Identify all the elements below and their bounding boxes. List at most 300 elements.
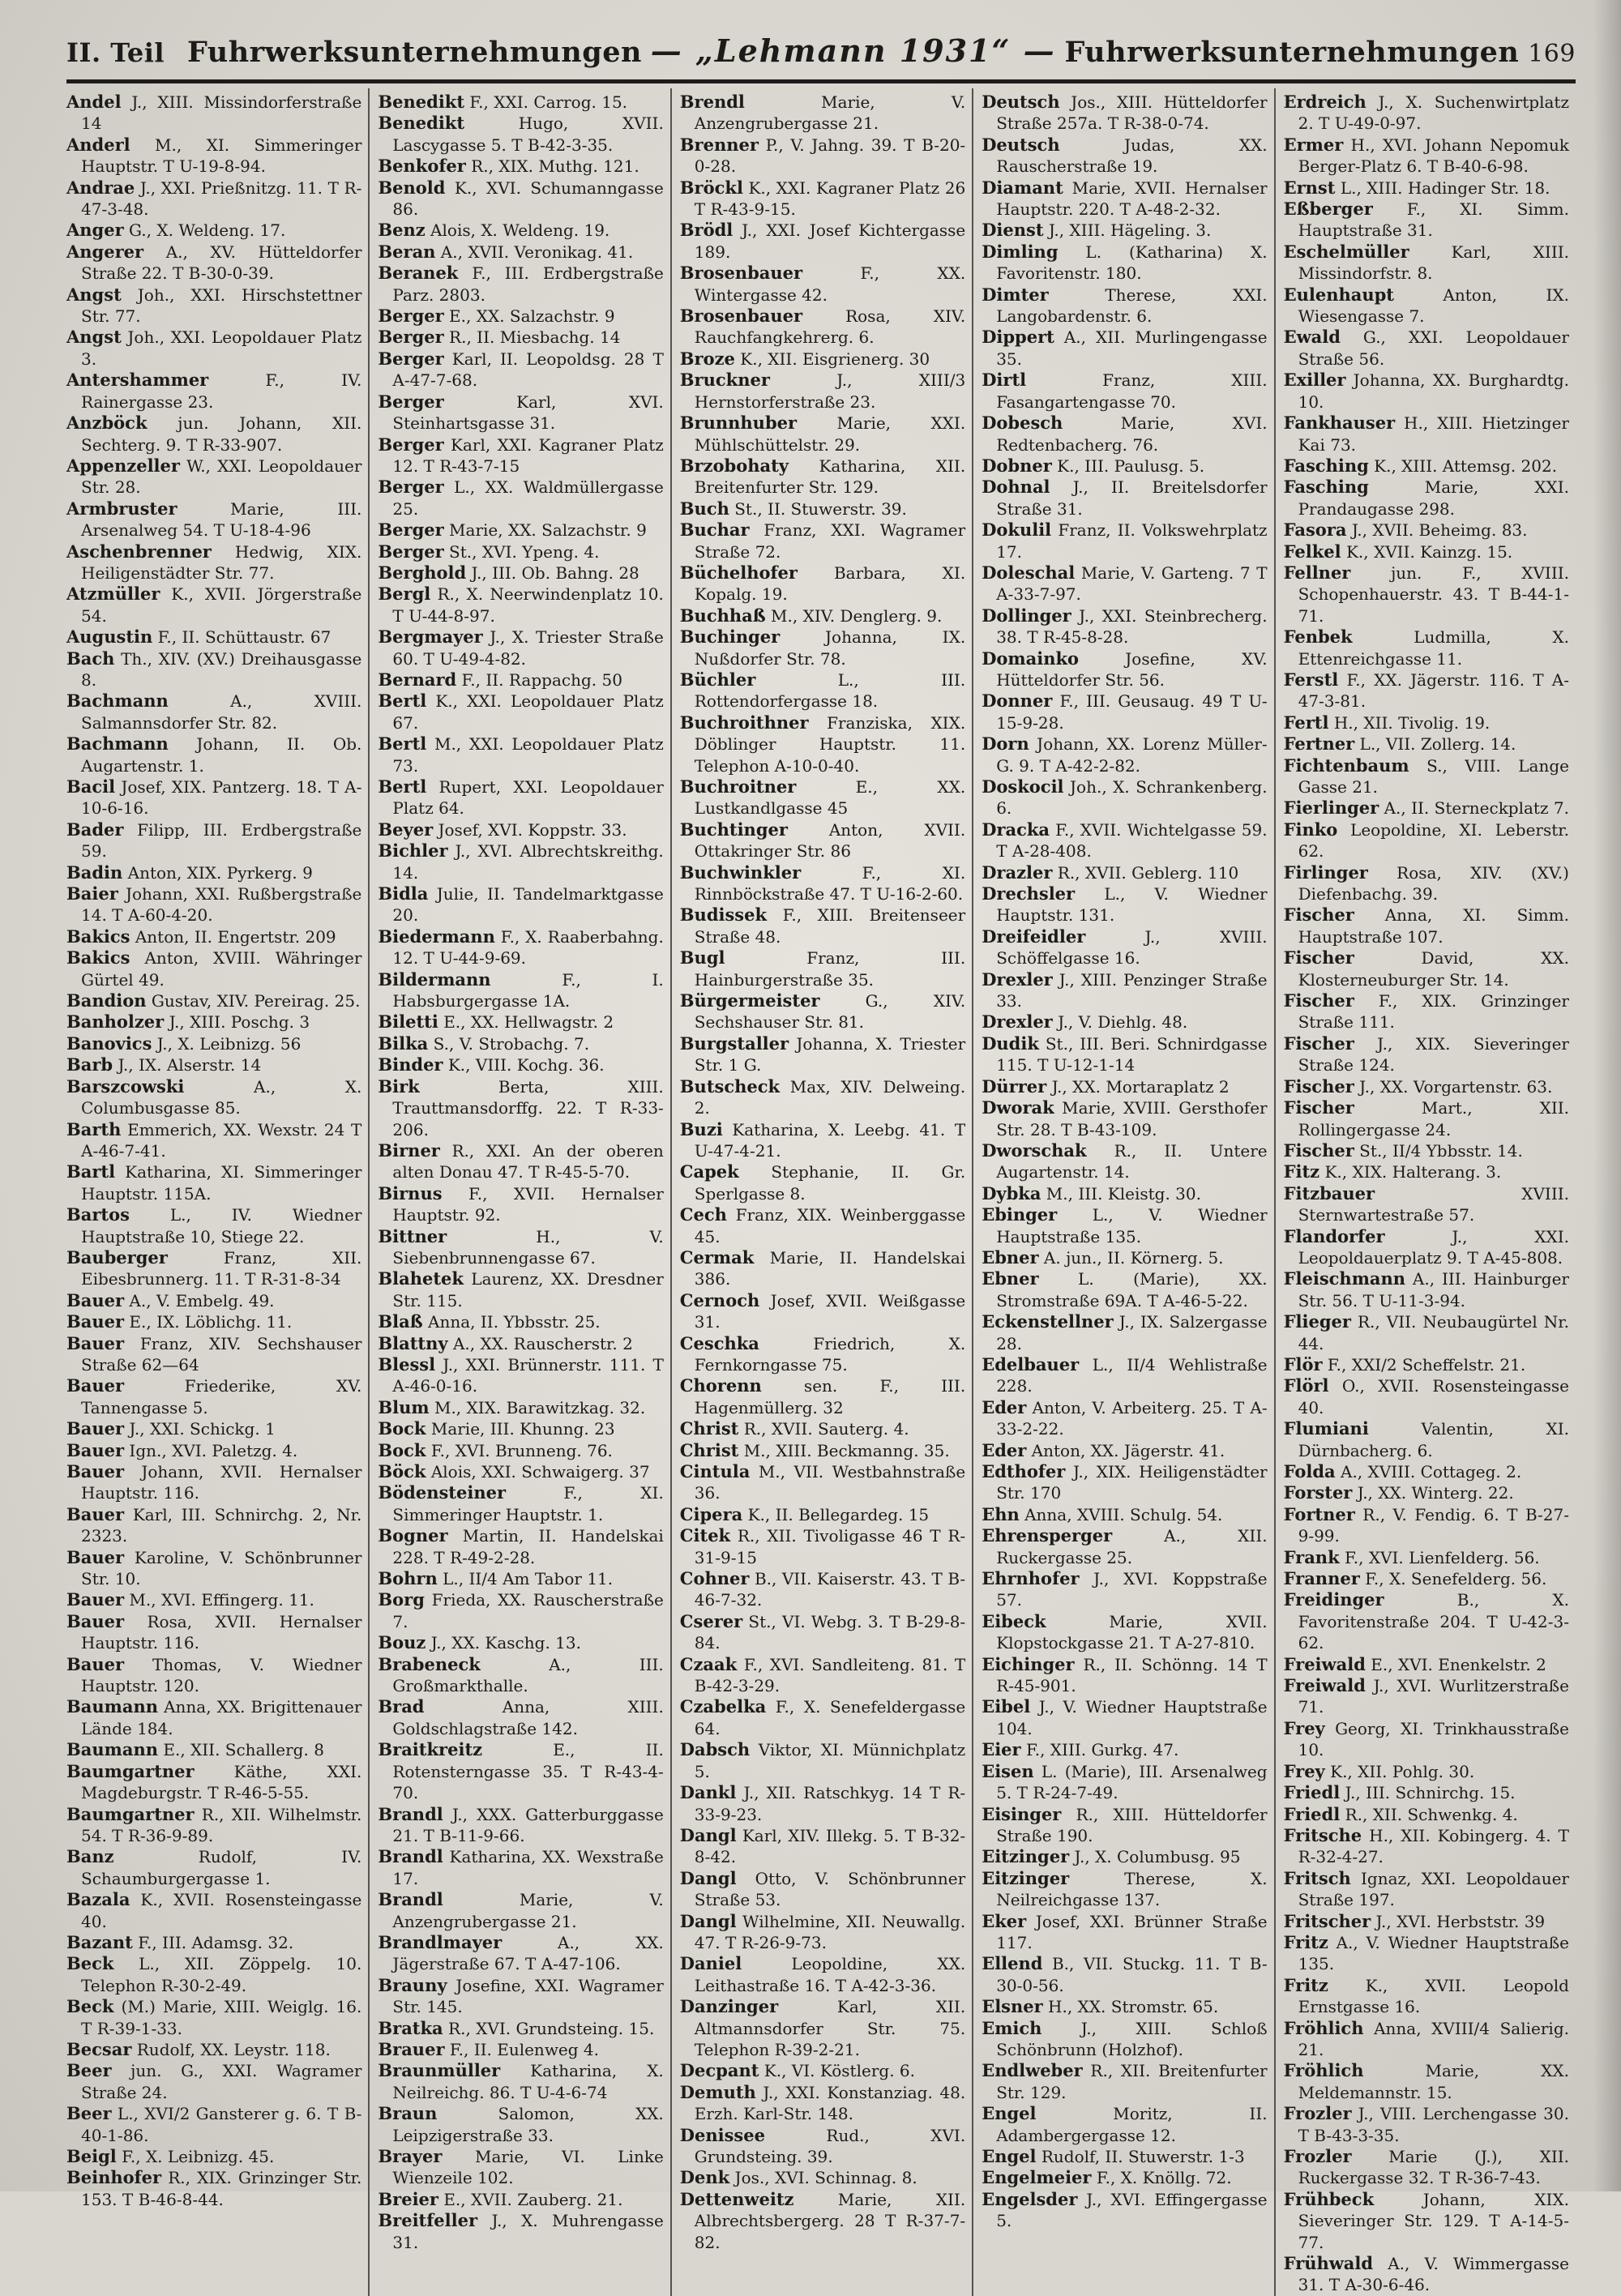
entry-name: Cipera bbox=[679, 1503, 743, 1524]
directory-entry bbox=[66, 1739, 361, 1760]
entry-details: A., V. Embelg. 49. bbox=[124, 1290, 275, 1310]
entry-details: F., XVI. Brunneng. 76. bbox=[426, 1440, 613, 1460]
directory-entry bbox=[378, 1354, 663, 1397]
directory-entry bbox=[680, 1461, 965, 1504]
directory-entry bbox=[66, 1011, 361, 1033]
entry-name: Dracka bbox=[982, 819, 1050, 840]
entry-name: Bartos bbox=[66, 1204, 130, 1225]
directory-entry bbox=[982, 455, 1267, 477]
entry-name: Eschelmüller bbox=[1283, 241, 1409, 262]
entry-name: Christ bbox=[679, 1418, 739, 1439]
directory-entry bbox=[66, 1311, 361, 1332]
directory-entry bbox=[982, 1654, 1267, 1697]
entry-details: J., X. Columbusg. 95 bbox=[1069, 1847, 1241, 1867]
directory-entry bbox=[680, 2167, 965, 2188]
directory-entry bbox=[378, 1440, 663, 1461]
entry-details: M., XIV. Denglerg. 9. bbox=[765, 605, 943, 626]
directory-entry bbox=[680, 455, 965, 498]
directory-entry bbox=[680, 1568, 965, 1611]
entry-details: J., XVI. Effingergasse 5. bbox=[996, 2189, 1268, 2231]
entry-details: Rosa, XIV. Rauchfangkehrerg. 6. bbox=[694, 306, 966, 348]
entry-name: Buchar bbox=[679, 519, 750, 541]
entry-details: A., V. Wimmergasse 31. T A-30-6-46. bbox=[1298, 2254, 1569, 2295]
directory-entry bbox=[378, 669, 663, 691]
running-title: — „Lehmann 1931“ — bbox=[650, 32, 1056, 69]
page-number: 169 bbox=[1528, 40, 1576, 68]
entry-details: L. (Katharina) X. Favoritenstr. 180. bbox=[996, 242, 1268, 284]
entry-details: R., XII. Tivoligasse 46 T R-31-9-15 bbox=[694, 1526, 966, 1567]
entry-details: J., X. Triester Straße 60. T U-49-4-82. bbox=[392, 627, 664, 669]
entry-name: Fritz bbox=[1283, 1974, 1328, 1995]
entry-details: Johann, XXI. Rußbergstraße 14. T A-60-4-20. bbox=[81, 884, 362, 926]
entry-details: Marie, XXI. Mühlschüttelstr. 29. bbox=[694, 413, 966, 455]
entry-details: J., XVI. Albrechtskreithg. 14. bbox=[392, 841, 664, 883]
directory-entry bbox=[66, 883, 361, 926]
entry-name: Berger bbox=[378, 477, 444, 498]
directory-entry bbox=[378, 1054, 663, 1075]
entry-name: Dreifeidler bbox=[982, 926, 1086, 947]
entry-name: Fischer bbox=[1283, 1097, 1354, 1118]
entry-details: Frieda, XX. Rauscherstraße 7. bbox=[392, 1590, 664, 1631]
entry-name: Ferstl bbox=[1283, 669, 1339, 690]
directory-entry bbox=[1284, 1418, 1569, 1461]
entry-details: Joh., XXI. Leopoldauer Platz 3. bbox=[81, 327, 362, 369]
directory-entry bbox=[66, 1611, 361, 1654]
directory-entry bbox=[1284, 626, 1569, 669]
entry-details: Marie, XXI. Prandaugasse 298. bbox=[1298, 477, 1569, 519]
entry-details: F., XVII. Hernalser Hauptstr. 92. bbox=[392, 1183, 664, 1225]
entry-details: Georg, XI. Trinkhausstraße 10. bbox=[1298, 1718, 1569, 1760]
entry-details: S., V. Strobachg. 7. bbox=[428, 1033, 590, 1054]
entry-details: Franz, XXI. Wagramer Straße 72. bbox=[694, 520, 966, 562]
entry-details: K., XII. Pohlg. 30. bbox=[1324, 1761, 1475, 1781]
entry-name: Bouz bbox=[378, 1632, 426, 1653]
directory-entry bbox=[66, 413, 361, 455]
entry-details: R., II. Untere Augartenstr. 14. bbox=[996, 1140, 1268, 1182]
entry-name: Benold bbox=[378, 177, 446, 198]
entry-name: Cernoch bbox=[679, 1289, 760, 1310]
entry-name: Forster bbox=[1283, 1482, 1353, 1503]
entry-details: Rud., XVI. Grundsteing. 39. bbox=[694, 2125, 966, 2166]
entry-details: Jos., XIII. Hütteldorfer Straße 257a. T R-38-0-74. bbox=[996, 92, 1268, 134]
entry-details: Mart., XII. Rollingergasse 24. bbox=[1298, 1098, 1569, 1139]
entry-details: Ign., XVI. Paletzg. 4. bbox=[124, 1440, 298, 1460]
directory-entry bbox=[66, 284, 361, 327]
directory-entry bbox=[680, 1418, 965, 1439]
entry-details: Julie, II. Tandelmarktgasse 20. bbox=[392, 884, 664, 926]
entry-name: Dollinger bbox=[982, 605, 1071, 626]
entry-name: Braitkreitz bbox=[378, 1739, 483, 1760]
entry-name: Baumann bbox=[66, 1739, 158, 1760]
directory-entry bbox=[378, 733, 663, 776]
entry-details: J., XXI. Josef Kichtergasse 189. bbox=[694, 220, 966, 262]
entry-name: Brayer bbox=[378, 2146, 443, 2166]
entry-details: O., XVII. Rosensteingasse 40. bbox=[1298, 1376, 1569, 1417]
entry-details: (M.) Marie, XIII. Weiglg. 16. T R-39-1-33. bbox=[81, 1997, 362, 2038]
entry-details: H., XVI. Johann Nepomuk Berger-Platz 6. T B-40-6-98. bbox=[1298, 135, 1569, 177]
entry-name: Fröhlich bbox=[1283, 2017, 1364, 2038]
entry-name: Dienst bbox=[982, 220, 1044, 241]
entry-details: Alois, XXI. Schwaigerg. 37 bbox=[426, 1462, 650, 1481]
entry-details: J., XXI. Brünnerstr. 111. T A-46-0-16. bbox=[392, 1354, 664, 1396]
entry-details: J., XII. Ratschkyg. 14 T R-33-9-23. bbox=[694, 1783, 966, 1824]
entry-details: L., IV. Wiedner Hauptstraße 10, Stiege 22. bbox=[81, 1205, 362, 1246]
page-header bbox=[66, 32, 1576, 83]
entry-details: J., XX. Vorgartenstr. 63. bbox=[1354, 1076, 1553, 1097]
column-4 bbox=[972, 88, 1273, 2296]
entry-details: J., XXI. Konstanziag. 48. Erzh. Karl-Str. 148. bbox=[694, 2082, 966, 2124]
directory-entry bbox=[378, 1975, 663, 2018]
entry-details: E., XVI. Enenkelstr. 2 bbox=[1365, 1654, 1546, 1674]
entry-details: J., XVI. Koppstraße 57. bbox=[996, 1569, 1268, 1610]
directory-entry bbox=[680, 712, 965, 776]
directory-entry bbox=[1284, 199, 1569, 242]
entry-details: F., XVI. Sandleiteng. 81. T B-42-3-29. bbox=[694, 1654, 966, 1696]
entry-name: Braunmüller bbox=[378, 2060, 501, 2081]
directory-entry bbox=[982, 1183, 1267, 1204]
directory-entry bbox=[982, 370, 1267, 413]
entry-details: R., VII. Neubaugürtel Nr. 44. bbox=[1298, 1312, 1569, 1353]
entry-name: Dorn bbox=[982, 733, 1029, 755]
entry-name: Bauberger bbox=[66, 1246, 168, 1268]
entry-details: Marie, II. Handelskai 386. bbox=[694, 1247, 966, 1289]
directory-entry bbox=[66, 1932, 361, 1953]
column-3 bbox=[670, 88, 972, 2296]
entry-details: J., X. Suchenwirtplatz 2. T U-49-0-97. bbox=[1298, 92, 1569, 134]
entry-name: Beranek bbox=[378, 263, 459, 284]
directory-entry bbox=[1284, 2060, 1569, 2103]
entry-name: Dohnal bbox=[982, 477, 1050, 498]
directory-entry bbox=[378, 434, 663, 477]
entry-name: Denk bbox=[679, 2167, 730, 2188]
entry-name: Bogner bbox=[378, 1525, 448, 1546]
directory-entry bbox=[378, 1461, 663, 1482]
entry-details: Anton, XVIII. Währinger Gürtel 49. bbox=[81, 948, 362, 990]
entry-details: J., V. Diehlg. 48. bbox=[1052, 1012, 1188, 1033]
entry-details: J., XVIII. Schöffelgasse 16. bbox=[996, 926, 1268, 968]
entry-name: Becsar bbox=[66, 2038, 132, 2059]
entry-details: J., XXI. Leopoldauerplatz 9. T A-45-808. bbox=[1298, 1226, 1569, 1268]
entry-name: Engelsder bbox=[982, 2188, 1078, 2209]
directory-entry bbox=[1284, 1825, 1569, 1868]
entry-name: Berger bbox=[378, 348, 444, 369]
entry-name: Bauer bbox=[66, 1439, 125, 1460]
directory-entry bbox=[680, 1825, 965, 1868]
entry-details: F., III. Geusaug. 49 T U-15-9-28. bbox=[996, 691, 1268, 733]
entry-details: Ignaz, XXI. Leopoldauer Straße 197. bbox=[1298, 1868, 1569, 1910]
directory-entry bbox=[680, 498, 965, 519]
directory-entry bbox=[66, 1953, 361, 1996]
directory-entry bbox=[680, 990, 965, 1033]
directory-entry bbox=[1284, 1226, 1569, 1269]
entry-name: Aschenbrenner bbox=[66, 541, 212, 562]
directory-entry bbox=[1284, 2018, 1569, 2061]
entry-details: Katharina, XII. Breitenfurter Str. 129. bbox=[694, 455, 966, 498]
entry-details: R., XVII. Sauterg. 4. bbox=[738, 1419, 909, 1439]
entry-details: F., III. Adamsg. 32. bbox=[132, 1932, 294, 1952]
entry-details: R., XXI. An der oberen alten Donau 47. T R-45-5-70. bbox=[392, 1140, 664, 1182]
entry-details: Karl, XXI. Kagraner Platz 12. T R-43-7-15 bbox=[392, 434, 664, 476]
directory-entry bbox=[1284, 2103, 1569, 2146]
entry-details: G., XIV. Sechshauser Str. 81. bbox=[694, 991, 966, 1033]
entry-details: Franz, XIX. Weinberggasse 45. bbox=[694, 1205, 966, 1246]
entry-details: A., XV. Hütteldorfer Straße 22. T B-30-0-39. bbox=[81, 242, 362, 284]
directory-entry bbox=[378, 541, 663, 562]
directory-entry bbox=[66, 1654, 361, 1697]
entry-name: Eibel bbox=[982, 1696, 1031, 1717]
entry-details: Marie, XVII. Klopstockgasse 21. T A-27-810. bbox=[996, 1611, 1268, 1653]
entry-name: Bödensteiner bbox=[378, 1482, 507, 1503]
entry-name: Erdreich bbox=[1283, 92, 1367, 112]
entry-details: Anton, II. Engertstr. 209 bbox=[130, 926, 336, 947]
directory-entry bbox=[378, 2039, 663, 2060]
entry-details: Friedrich, X. Fernkorngasse 75. bbox=[694, 1333, 966, 1375]
directory-entry bbox=[1284, 1975, 1569, 2018]
entry-name: Burgstaller bbox=[679, 1033, 789, 1054]
entry-details: Marie, XX. Salzachstr. 9 bbox=[443, 520, 647, 541]
entry-name: Deutsch bbox=[982, 92, 1060, 112]
entry-name: Barb bbox=[66, 1054, 113, 1075]
directory-entry bbox=[982, 2018, 1267, 2061]
entry-name: Eisen bbox=[982, 1760, 1034, 1781]
entry-details: A., XX. Rauscherstr. 2 bbox=[447, 1333, 633, 1353]
entry-details: B., X. Favoritenstraße 204. T U-42-3-62. bbox=[1298, 1590, 1569, 1653]
entry-details: F., IV. Rainergasse 23. bbox=[81, 370, 362, 412]
entry-name: Bürgermeister bbox=[679, 990, 820, 1011]
directory-entry bbox=[1284, 1033, 1569, 1076]
directory-entry bbox=[378, 477, 663, 519]
entry-details: jun. G., XXI. Wagramer Straße 24. bbox=[81, 2061, 362, 2102]
entry-name: Flieger bbox=[1283, 1311, 1351, 1332]
directory-entry bbox=[378, 2103, 663, 2146]
directory-entry bbox=[1284, 797, 1569, 819]
part-label: II. Teil bbox=[66, 37, 165, 68]
directory-entry bbox=[66, 541, 361, 584]
directory-entry bbox=[66, 1161, 361, 1204]
directory-entry bbox=[378, 2018, 663, 2039]
entry-name: Beyer bbox=[378, 819, 434, 840]
entry-name: Bergl bbox=[378, 584, 431, 605]
directory-entry bbox=[66, 1846, 361, 1889]
entry-details: F., XX. Wintergasse 42. bbox=[694, 263, 966, 305]
directory-entry bbox=[378, 177, 663, 220]
entry-details: F., XXI/2 Scheffelstr. 21. bbox=[1322, 1354, 1526, 1375]
entry-name: Exiller bbox=[1283, 370, 1346, 391]
entry-details: Katharina, X. Leebg. 41. T U-47-4-21. bbox=[694, 1119, 966, 1161]
entry-details: Thomas, V. Wiedner Hauptstr. 120. bbox=[81, 1654, 362, 1696]
entry-name: Buch bbox=[679, 498, 729, 519]
entry-name: Bauer bbox=[66, 1311, 125, 1332]
directory-entry bbox=[680, 1440, 965, 1461]
entry-name: Beigl bbox=[66, 2146, 117, 2166]
directory-entry bbox=[680, 1076, 965, 1119]
directory-entry bbox=[66, 327, 361, 370]
entry-name: Büchelhofer bbox=[679, 562, 798, 583]
directory-entry bbox=[1284, 733, 1569, 755]
entry-name: Benz bbox=[378, 220, 426, 241]
entry-details: M., XI. Simmeringer Hauptstr. T U-19-8-94. bbox=[81, 135, 362, 177]
entry-name: Dangl bbox=[679, 1910, 737, 1931]
entry-details: Anna, XVIII/4 Salierig. 21. bbox=[1298, 2018, 1569, 2059]
entry-details: A., XVII. Veronikag. 41. bbox=[435, 242, 634, 262]
entry-details: Marie, XVII. Hernalser Hauptstr. 220. T A-48-2-32. bbox=[996, 177, 1268, 220]
entry-details: R., XIX. Grinzinger Str. 153. T B-46-8-44. bbox=[81, 2168, 362, 2209]
directory-entry bbox=[378, 1183, 663, 1226]
entry-details: K., XVI. Schumanngasse 86. bbox=[392, 177, 664, 220]
directory-entry bbox=[680, 519, 965, 562]
entry-name: Berger bbox=[378, 519, 444, 541]
entry-name: Bacil bbox=[66, 776, 116, 797]
directory-entry bbox=[1284, 1547, 1569, 1568]
directory-entry bbox=[66, 626, 361, 648]
entry-name: Frey bbox=[1283, 1717, 1325, 1738]
entry-details: A., II. Sterneckplatz 7. bbox=[1379, 798, 1569, 819]
directory-entry bbox=[66, 819, 361, 862]
entry-name: Bugl bbox=[679, 947, 725, 968]
entry-details: J., X. Leibnizg. 56 bbox=[152, 1033, 302, 1054]
entry-name: Berger bbox=[378, 306, 444, 327]
entry-details: R., XIII. Hütteldorfer Straße 190. bbox=[996, 1804, 1268, 1845]
entry-details: L., VII. Zollerg. 14. bbox=[1354, 734, 1516, 755]
entry-name: Frey bbox=[1283, 1760, 1325, 1781]
entry-name: Bauer bbox=[66, 1503, 125, 1524]
entry-name: Dirtl bbox=[982, 370, 1027, 391]
directory-entry bbox=[66, 1247, 361, 1290]
entry-name: Baier bbox=[66, 883, 118, 904]
entry-name: Birk bbox=[378, 1075, 420, 1097]
directory-entry bbox=[680, 1654, 965, 1697]
entry-details: F., XIII. Gurkg. 47. bbox=[1020, 1740, 1179, 1760]
entry-details: Rudolf, IV. Schaumburgergasse 1. bbox=[81, 1847, 362, 1888]
entry-name: Ceschka bbox=[679, 1332, 759, 1353]
entry-details: sen. F., III. Hagenmüllerg. 32 bbox=[694, 1376, 966, 1417]
entry-details: A., X. Columbusgasse 85. bbox=[81, 1076, 362, 1118]
directory-entry bbox=[66, 1033, 361, 1054]
entry-name: Fellner bbox=[1283, 562, 1351, 583]
directory-entry bbox=[1284, 1675, 1569, 1718]
entry-details: Max, XIV. Delweing. 2. bbox=[694, 1076, 966, 1118]
entry-name: Birnus bbox=[378, 1182, 443, 1204]
section-title-left: Fuhrwerksunternehmungen bbox=[187, 36, 642, 69]
entry-name: Fichtenbaum bbox=[1283, 755, 1409, 776]
entry-details: B., VII. Kaiserstr. 43. T B-46-7-32. bbox=[694, 1569, 966, 1610]
entry-details: St., XVI. Ypeng. 4. bbox=[443, 541, 600, 562]
entry-name: Dabsch bbox=[679, 1739, 751, 1760]
entry-name: Büchler bbox=[679, 669, 756, 690]
directory-entry bbox=[1284, 1568, 1569, 1589]
entry-name: Fitzbauer bbox=[1283, 1182, 1375, 1204]
directory-entry bbox=[982, 1097, 1267, 1140]
column-1 bbox=[66, 88, 368, 2296]
directory-entry bbox=[982, 1440, 1267, 1461]
entry-name: Budissek bbox=[679, 904, 768, 926]
entry-name: Ernst bbox=[1283, 177, 1336, 198]
directory-entry bbox=[66, 1761, 361, 1804]
directory-entry bbox=[66, 926, 361, 947]
entry-name: Fitz bbox=[1283, 1161, 1320, 1182]
directory-entry bbox=[1284, 177, 1569, 199]
entry-name: Bohrn bbox=[378, 1568, 438, 1589]
directory-entry bbox=[680, 1739, 965, 1782]
entry-name: Bichler bbox=[378, 840, 448, 862]
directory-entry bbox=[378, 584, 663, 626]
directory-entry bbox=[1284, 370, 1569, 413]
entry-name: Bazant bbox=[66, 1931, 133, 1952]
entry-name: Felkel bbox=[1283, 541, 1341, 562]
entry-details: F., II. Rappachg. 50 bbox=[456, 669, 622, 690]
directory-entry bbox=[1284, 947, 1569, 990]
directory-entry bbox=[378, 306, 663, 327]
directory-entry bbox=[982, 648, 1267, 691]
entry-name: Engelmeier bbox=[982, 2167, 1092, 2188]
entry-name: Eitzinger bbox=[982, 1846, 1070, 1867]
entry-name: Bergmayer bbox=[378, 626, 483, 648]
entry-name: Eckenstellner bbox=[982, 1311, 1114, 1332]
directory-entry bbox=[982, 1568, 1267, 1611]
directory-entry bbox=[680, 1696, 965, 1739]
entry-details: R., X. Neerwindenplatz 10. T U-44-8-97. bbox=[392, 584, 664, 626]
entry-details: Johann, XVII. Hernalser Hauptstr. 116. bbox=[81, 1462, 362, 1503]
entry-details: A., XVIII. Salmannsdorfer Str. 82. bbox=[81, 691, 362, 733]
entry-details: M., XXI. Leopoldauer Platz 73. bbox=[392, 734, 664, 776]
entry-name: Engel bbox=[982, 2103, 1037, 2124]
entry-details: S., VIII. Lange Gasse 21. bbox=[1298, 755, 1569, 797]
directory-entry bbox=[982, 1354, 1267, 1397]
entry-name: Frozler bbox=[1283, 2146, 1352, 2166]
directory-entry bbox=[378, 263, 663, 306]
directory-entry bbox=[982, 605, 1267, 648]
entry-name: Drazler bbox=[982, 862, 1053, 883]
entry-details: F., XVII. Wichtelgasse 59. T A-28-408. bbox=[996, 819, 1268, 862]
entry-details: F., XI. Simmeringer Hauptstr. 1. bbox=[392, 1483, 664, 1524]
entry-name: Buchroitner bbox=[679, 776, 797, 797]
entry-name: Bruckner bbox=[679, 370, 770, 391]
entry-name: Atzmüller bbox=[66, 584, 160, 605]
directory-entry bbox=[680, 2082, 965, 2125]
entry-name: Brosenbauer bbox=[679, 306, 803, 327]
directory-entry bbox=[1284, 1097, 1569, 1140]
entry-details: L., XIII. Hadinger Str. 18. bbox=[1335, 177, 1550, 198]
entry-name: Decpant bbox=[679, 2060, 759, 2081]
entry-details: M., XIII. Beckmanng. 35. bbox=[738, 1440, 950, 1460]
entry-name: Freiwald bbox=[1283, 1653, 1366, 1674]
entry-name: Berger bbox=[378, 434, 444, 455]
entry-details: jun. F., XVIII. Schopenhauerstr. 43. T B-44-1-71. bbox=[1298, 562, 1569, 626]
directory-entry bbox=[66, 1418, 361, 1439]
directory-entry bbox=[982, 135, 1267, 177]
entry-name: Antershammer bbox=[66, 370, 209, 391]
entry-details: St., II/4 Ybbsstr. 14. bbox=[1354, 1140, 1523, 1161]
directory-entry bbox=[1284, 1461, 1569, 1482]
entry-details: F., II. Eulenweg 4. bbox=[444, 2039, 600, 2059]
entry-name: Buchwinkler bbox=[679, 862, 802, 883]
entry-name: Fertl bbox=[1283, 712, 1329, 733]
directory-entry bbox=[1284, 755, 1569, 798]
entry-name: Baumgartner bbox=[66, 1760, 195, 1781]
entry-name: Appenzeller bbox=[66, 455, 180, 476]
directory-entry bbox=[982, 1525, 1267, 1568]
directory-entry bbox=[66, 733, 361, 776]
directory-entry bbox=[1284, 819, 1569, 862]
directory-entry bbox=[1284, 135, 1569, 177]
directory-entry bbox=[982, 242, 1267, 284]
entry-name: Dybka bbox=[982, 1182, 1041, 1204]
entry-details: J., XIII. Poschg. 3 bbox=[164, 1012, 310, 1033]
directory-entry bbox=[680, 1161, 965, 1204]
directory-entry bbox=[982, 1761, 1267, 1804]
entry-details: David, XX. Klosterneuburger Str. 14. bbox=[1298, 948, 1569, 990]
entry-details: F., XVI. Lienfelderg. 56. bbox=[1339, 1547, 1540, 1567]
